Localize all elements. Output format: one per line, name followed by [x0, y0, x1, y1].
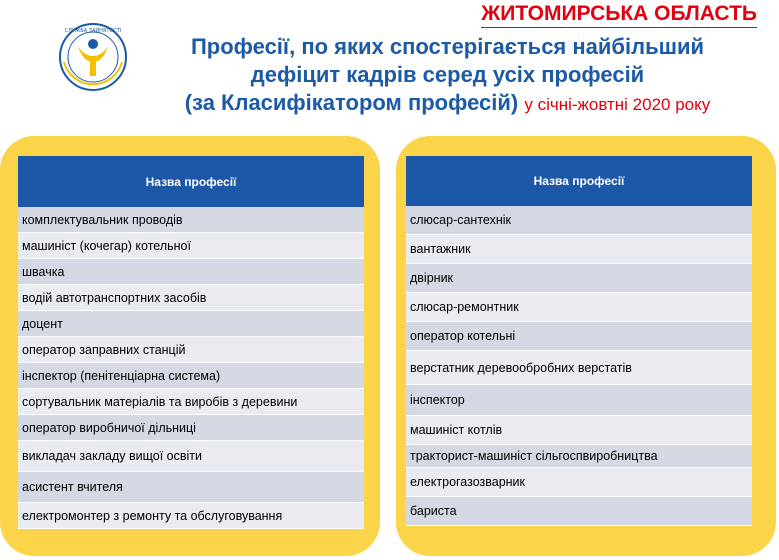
- table-row: бариста: [406, 497, 752, 526]
- table-row: доцент: [18, 311, 364, 337]
- left-table-header: Назва професії: [18, 156, 364, 207]
- table-row: вантажник: [406, 235, 752, 264]
- title-line-3: [140, 89, 755, 119]
- table-row: оператор виробничої дільниці: [18, 415, 364, 441]
- table-row: машиніст (кочегар) котельної: [18, 233, 364, 259]
- table-row: водій автотранспортних засобів: [18, 285, 364, 311]
- left-table: [18, 156, 364, 529]
- table-row: електрогазозварник: [406, 468, 752, 497]
- table-row: оператор заправних станцій: [18, 337, 364, 363]
- region-title: ЖИТОМИРСЬКА ОБЛАСТЬ: [481, 0, 757, 28]
- title-line-3-text: (за Класифікатором професій): [184, 90, 519, 115]
- table-row: двірник: [406, 264, 752, 293]
- table-row: викладач закладу вищої освіти: [18, 441, 364, 472]
- table-row: верстатник деревообробних верстатів: [406, 351, 752, 385]
- right-panel: [396, 136, 776, 556]
- table-row: слюсар-сантехнік: [406, 206, 752, 235]
- logo-text: СЛУЖБА ЗАЙНЯТОСТІ: [64, 28, 122, 34]
- right-table-header: Назва професії: [406, 156, 752, 206]
- right-table: [406, 156, 752, 526]
- left-panel: [0, 136, 380, 556]
- table-row: оператор котельні: [406, 322, 752, 351]
- table-row: машиніст котлів: [406, 416, 752, 445]
- title-line-2: дефіцит кадрів серед усіх професій: [250, 62, 645, 87]
- table-row: інспектор: [406, 385, 752, 416]
- period-text: у січні-жовтні 2020 року: [524, 95, 711, 114]
- employment-service-logo: [58, 22, 128, 92]
- table-row: сортувальник матеріалів та виробів з деревини: [18, 389, 364, 415]
- page-title: [140, 33, 755, 119]
- table-row: тракторист-машиніст сільгоспвиробництва: [406, 445, 752, 468]
- table-row: електромонтер з ремонту та обслуговування: [18, 503, 364, 529]
- table-row: асистент вчителя: [18, 472, 364, 503]
- table-row: слюсар-ремонтник: [406, 293, 752, 322]
- table-row: комплектувальник проводів: [18, 207, 364, 233]
- table-row: інспектор (пенітенціарна система): [18, 363, 364, 389]
- title-line-1: Професії, по яких спостерігається найбільший: [190, 34, 705, 59]
- table-row: швачка: [18, 259, 364, 285]
